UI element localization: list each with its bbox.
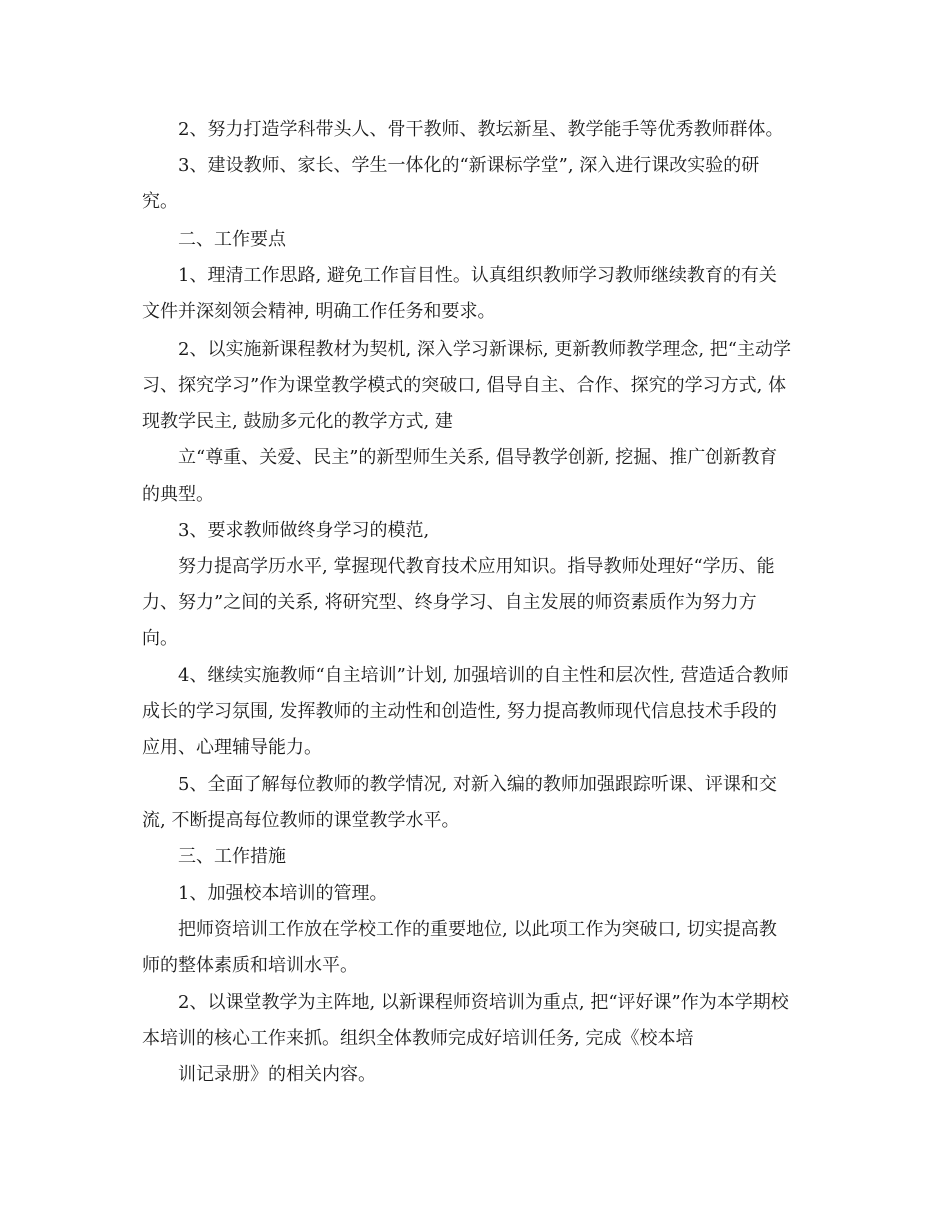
- text-line: 师的整体素质和培训水平。: [142, 955, 358, 976]
- text-line: 2、以实施新课程教材为契机, 深入学习新课标, 更新教师教学理念, 把“主动学: [178, 339, 791, 360]
- text-line: 向。: [142, 628, 178, 649]
- text-line: 力、努力”之间的关系, 将研究型、终身学习、自主发展的师资素质作为努力方: [142, 592, 757, 613]
- text-line: 现教学民主, 鼓励多元化的教学方式, 建: [142, 411, 453, 432]
- text-line: 立“尊重、关爱、民主”的新型师生关系, 倡导教学创新, 挖掘、推广创新教育: [178, 447, 778, 468]
- text-line: 努力提高学历水平, 掌握现代教育技术应用知识。指导教师处理好“学历、能: [178, 556, 775, 577]
- text-line: 应用、心理辅导能力。: [142, 737, 322, 758]
- text-line: 流, 不断提高每位教师的课堂教学水平。: [142, 810, 460, 831]
- text-line: 4、继续实施教师“自主培训”计划, 加强培训的自主性和层次性, 营造适合教师: [178, 665, 789, 686]
- text-line: 3、建设教师、家长、学生一体化的“新课标学堂”, 深入进行课改实验的研: [178, 155, 760, 176]
- text-line: 成长的学习氛围, 发挥教师的主动性和创造性, 努力提高教师现代信息技术手段的: [142, 701, 777, 722]
- text-line: 究。: [142, 191, 178, 212]
- text-line: 训记录册》的相关内容。: [178, 1064, 376, 1085]
- text-line: 把师资培训工作放在学校工作的重要地位, 以此项工作为突破口, 切实提高教: [178, 919, 777, 940]
- text-line: 1、加强校本培训的管理。: [178, 883, 388, 904]
- text-line: 本培训的核心工作来抓。组织全体教师完成好培训任务, 完成《校本培: [142, 1028, 694, 1049]
- text-line: 3、要求教师做终身学习的模范,: [178, 520, 430, 541]
- text-line: 文件并深刻领会精神, 明确工作任务和要求。: [142, 301, 496, 322]
- text-line: 1、理清工作思路, 避免工作盲目性。认真组织教师学习教师继续教育的有关: [178, 265, 777, 286]
- section-heading: 三、工作措施: [178, 846, 286, 867]
- section-heading: 二、工作要点: [178, 229, 286, 250]
- text-line: 2、以课堂教学为主阵地, 以新课程师资培训为重点, 把“评好课”作为本学期校: [178, 992, 789, 1013]
- text-line: 习、探究学习”作为课堂教学模式的突破口, 倡导自主、合作、探究的学习方式, 体: [142, 375, 787, 396]
- text-line: 的典型。: [142, 484, 214, 505]
- text-line: 5、全面了解每位教师的教学情况, 对新入编的教师加强跟踪听课、评课和交: [178, 774, 777, 795]
- text-line: 2、努力打造学科带头人、骨干教师、教坛新星、教学能手等优秀教师群体。: [178, 119, 784, 140]
